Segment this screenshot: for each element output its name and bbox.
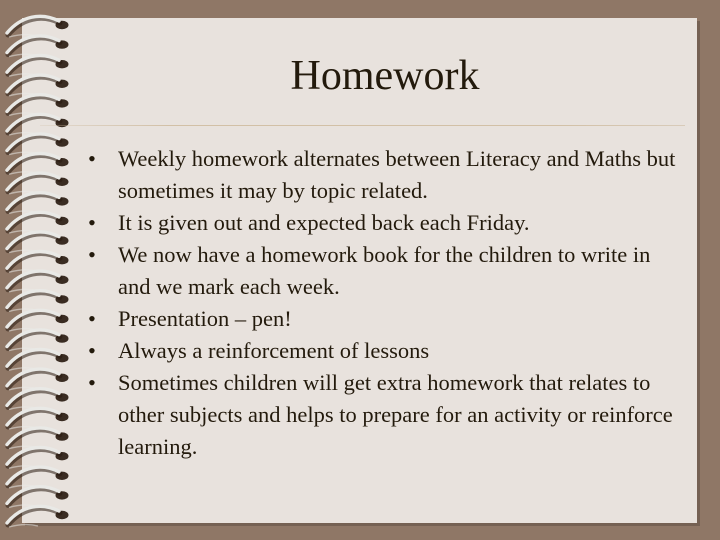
binding-ring [7,310,69,331]
bullet-text: Weekly homework alternates between Literacy and Maths but sometimes it may by topic related. [118,146,676,203]
binding-ring [7,448,69,469]
binding-ring [7,56,69,77]
bullet-text: Always a reinforcement of lessons [118,338,430,363]
bullet-item [88,303,678,335]
binding-ring [7,134,69,155]
binding-ring [7,271,69,292]
binding-ring [7,252,69,273]
binding-ring [7,428,69,449]
bullet-text: We now have a homework book for the children to write in and we mark each week. [118,242,651,299]
title-divider [40,125,685,126]
binding-ring [7,369,69,390]
binding-ring [7,487,69,508]
binding-ring [7,291,69,312]
bullet-text: Presentation – pen! [118,306,292,331]
binding-ring [7,350,69,371]
spiral-binding [0,0,90,540]
bullet-list [88,143,678,463]
binding-ring [7,16,69,37]
bullet-icon: • [88,242,96,267]
bullet-icon: • [88,210,96,235]
bullet-icon: • [88,370,96,395]
binding-ring [7,467,69,488]
binding-ring [7,154,69,175]
binding-ring [7,173,69,194]
bullet-icon: • [88,146,96,171]
bullet-item [88,367,678,463]
bullet-item [88,239,678,303]
bullet-item [88,143,678,207]
binding-ring [7,232,69,253]
binding-ring [7,212,69,233]
bullet-item [88,207,678,239]
binding-ring [7,506,69,527]
binding-ring [7,36,69,57]
binding-ring [7,389,69,410]
bullet-text: It is given out and expected back each Friday. [118,210,530,235]
bullet-icon: • [88,306,96,331]
binding-ring [7,193,69,214]
slide-title: Homework [290,53,480,99]
binding-ring [7,95,69,116]
binding-ring [7,330,69,351]
bullet-item [88,335,678,367]
bullet-icon: • [88,338,96,363]
binding-ring [7,408,69,429]
bullet-text: Sometimes children will get extra homework that relates to other subjects and helps to prepare for an activity or reinforce learning. [118,370,673,459]
binding-ring [7,75,69,96]
